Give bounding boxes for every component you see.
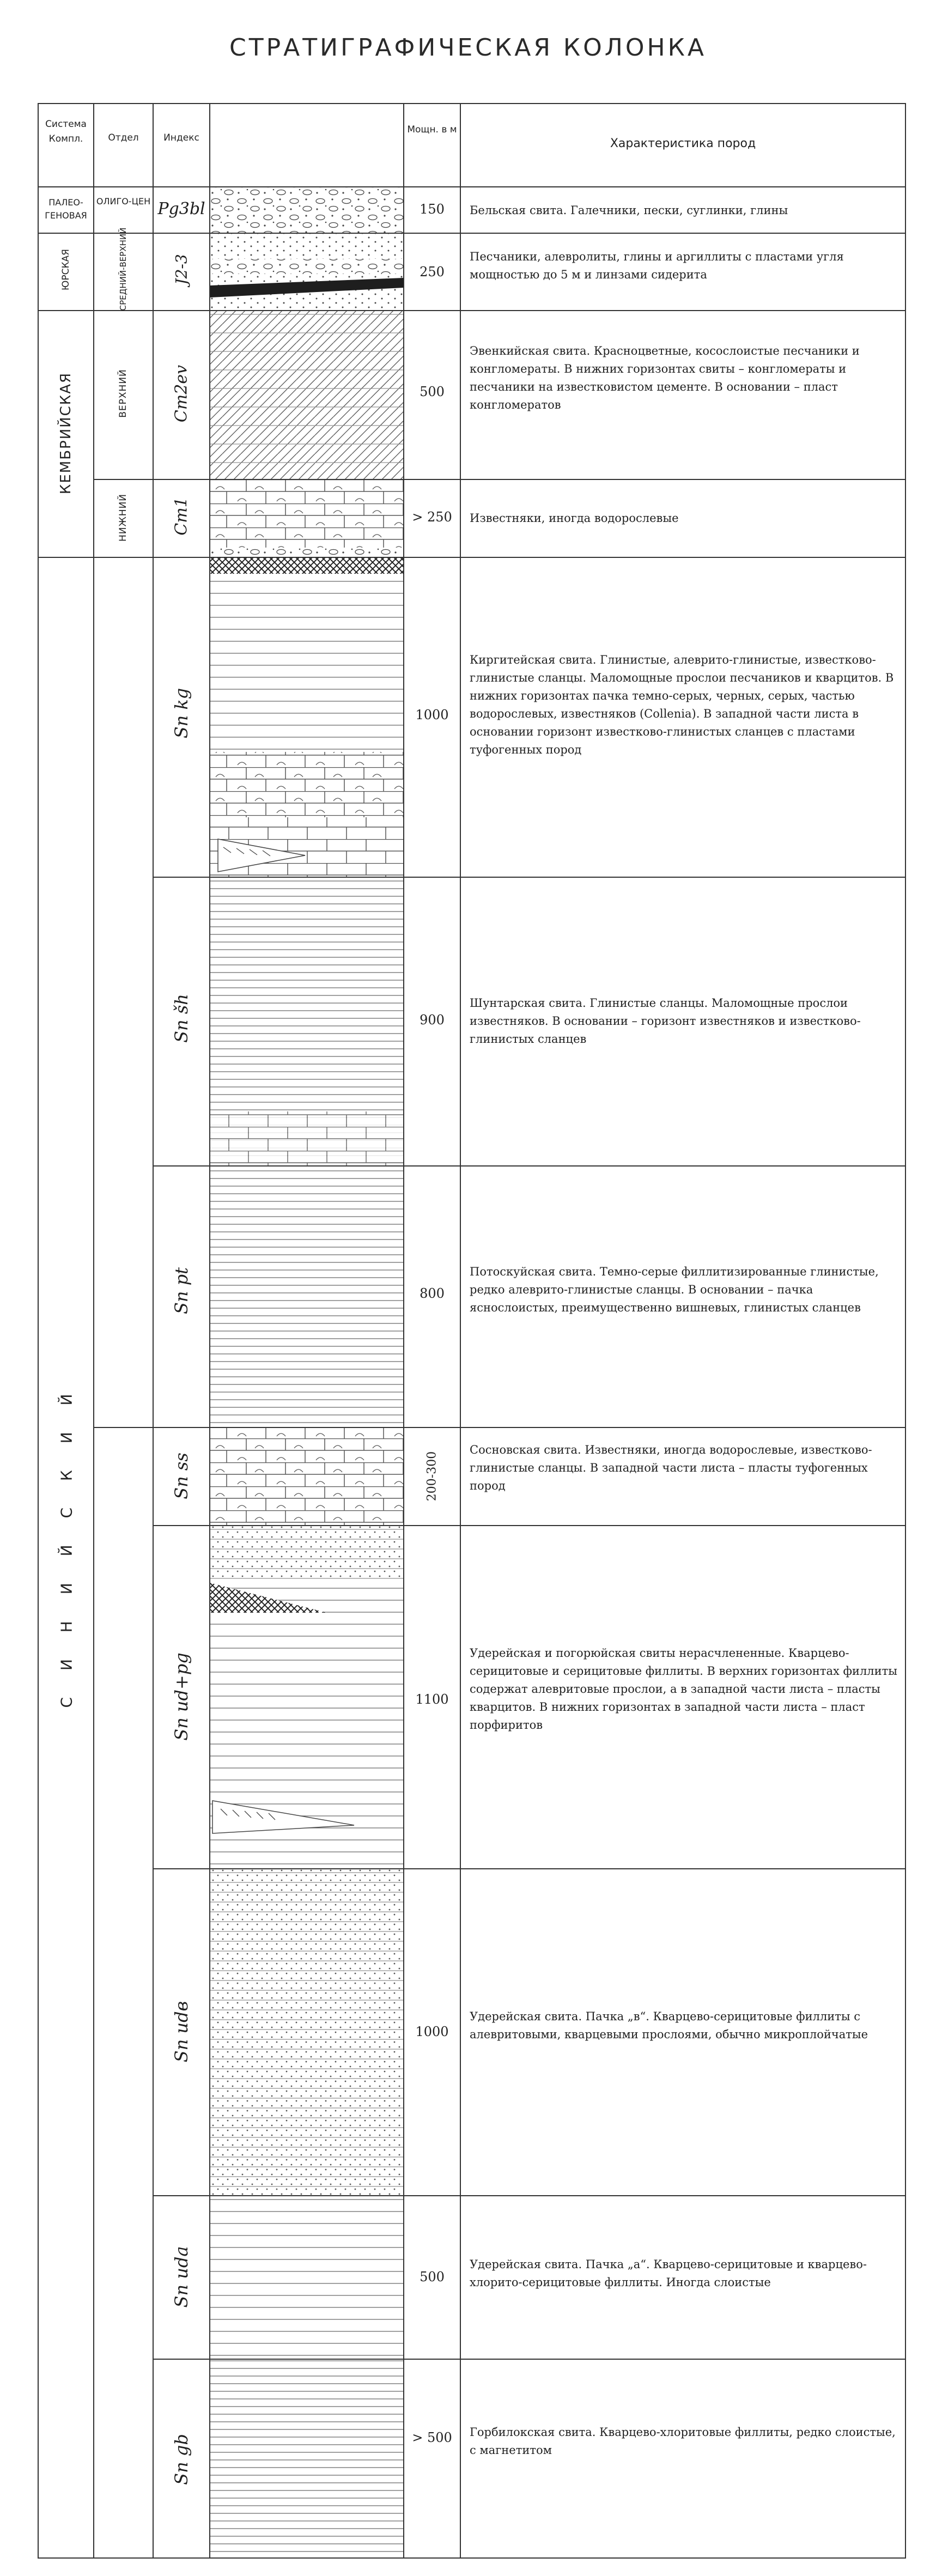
description-sn-ss: Сосновская свита. Известняки, иногда водорослевые, известково-глинистые сланцы. В западной части листа – пласты туфогенных пород bbox=[470, 1443, 872, 1492]
index-sn-ud-a: Sn udа bbox=[171, 2246, 192, 2308]
index-cm2ev: Cm2ev bbox=[172, 364, 191, 423]
description-sn-sh: Шунтарская свита. Глинистые сланцы. Маломощные прослои известняков. В основании – горизонт известняков и известково-глинистых сланцев bbox=[470, 997, 861, 1046]
thickness-sn-sh: 900 bbox=[420, 1012, 445, 1028]
system-jurassic: ЮРСКАЯ bbox=[60, 249, 71, 290]
thickness-cm2ev: 500 bbox=[420, 384, 445, 399]
description-cm1: Известняки, иногда водорослевые bbox=[470, 512, 679, 525]
page-title: СТРАТИГРАФИЧЕСКАЯ КОЛОНКА bbox=[229, 34, 707, 62]
thickness-sn-ud-v: 1000 bbox=[415, 2024, 449, 2039]
thickness-cm1: > 250 bbox=[412, 509, 452, 525]
system-sinian: С И Н И Й С К И Й bbox=[57, 1383, 76, 1708]
thickness-j2-3: 250 bbox=[420, 264, 445, 280]
system-paleogene: ПАЛЕО-ГЕНОВАЯ bbox=[45, 197, 87, 221]
index-sn-ss: Sn ss bbox=[171, 1453, 192, 1499]
header-index: Индекс bbox=[163, 132, 199, 143]
otdel-lower: НИЖНИЙ bbox=[118, 493, 129, 542]
description-sn-ud-a: Удерейская свита. Пачка „а“. Кварцево-серицитовые и кварцево-хлорито-серицитовые филлиты. Иногда слоистые bbox=[470, 2258, 867, 2289]
header-otdel: Отдел bbox=[108, 132, 139, 143]
system-cambrian: КЕМБРИЙСКАЯ bbox=[58, 372, 74, 495]
thickness-sn-ud-pg: 1100 bbox=[415, 1692, 449, 1707]
thickness-sn-ss: 200-300 bbox=[425, 1451, 439, 1502]
otdel-oligocene: ОЛИГО-ЦЕН bbox=[96, 196, 151, 206]
description-sn-ud-pg: Удерейская и погорюйская свиты нерасчлененные. Кварцево-серицитовые и серицитовые филлиты. В верхних горизонтах филлиты содержат алевритовые прослои, а в западной части листа – пласты кварцитов. В нижних горизонтах в западной части листа – пласт порфиритов bbox=[470, 1647, 897, 1731]
description-cm2ev: Эвенкийская свита. Красноцветные, косослоистые песчаники и конгломераты. В нижних горизонтах свиты – конгломераты и песчаники на известковистом цементе. В основании – пласт конгломератов bbox=[470, 344, 860, 411]
index-pg3bl: Pg3bl bbox=[157, 199, 205, 218]
description-pg3bl: Бельская свита. Галечники, пески, суглинки, глины bbox=[470, 204, 788, 217]
description-sn-kg: Киргитейская свита. Глинистые, алеврито-глинистые, известково-глинистые сланцы. Маломощные прослои песчаников и кварцитов. В нижних горизонтах пачка темно-серых, черных, серых, частью водорослевых, известняков (Collenia). В западной части листа в основании горизонт известково-глинистых сланцев с пластами туфогенных пород bbox=[470, 653, 894, 756]
thickness-sn-kg: 1000 bbox=[415, 707, 449, 722]
description-sn-pt: Потоскуйская свита. Темно-серые филлитизированные глинистые, редко алеврито-глинистые сланцы. В основании – пачка яснослоистых, преимущественно вишневых, глинистых сланцев bbox=[470, 1265, 879, 1314]
index-cm1: Cm1 bbox=[172, 497, 191, 536]
thickness-sn-gb: > 500 bbox=[412, 2430, 452, 2445]
otdel-middle-upper: СРЕДНИЙ-ВЕРХНИЙ bbox=[118, 227, 128, 311]
index-sn-ud-pg: Sn ud+pg bbox=[171, 1652, 192, 1741]
header-thickness: Мощн. в м bbox=[407, 124, 457, 135]
index-sn-kg: Sn kg bbox=[171, 688, 192, 739]
index-sn-pt: Sn pt bbox=[171, 1267, 192, 1315]
description-j2-3: Песчаники, алевролиты, глины и аргиллиты с пластами угля мощностью до 5 м и линзами сидерита bbox=[470, 250, 844, 281]
thickness-sn-pt: 800 bbox=[420, 1286, 445, 1301]
thickness-sn-ud-a: 500 bbox=[420, 2269, 445, 2285]
index-sn-ud-v: Sn udв bbox=[171, 2001, 192, 2063]
description-sn-ud-v: Удерейская свита. Пачка „в“. Кварцево-серицитовые филлиты с алевритовыми, кварцевыми прослоями, обычно микроплойчатые bbox=[470, 2010, 868, 2041]
lithology-fills bbox=[210, 187, 404, 2558]
index-sn-sh: Sn šh bbox=[171, 994, 192, 1043]
index-sn-gb: Sn gb bbox=[171, 2434, 192, 2485]
index-j2-3: J2-3 bbox=[172, 254, 191, 285]
otdel-upper: ВЕРХНИЙ bbox=[118, 369, 129, 418]
description-sn-gb: Горбилокская свита. Кварцево-хлоритовые филлиты, редко слоистые, с магнетитом bbox=[470, 2426, 896, 2457]
header-characteristics: Характеристика пород bbox=[610, 137, 756, 150]
header-system: Система Компл. bbox=[45, 119, 87, 144]
thickness-pg3bl: 150 bbox=[420, 202, 445, 217]
column-grid bbox=[38, 104, 905, 2558]
